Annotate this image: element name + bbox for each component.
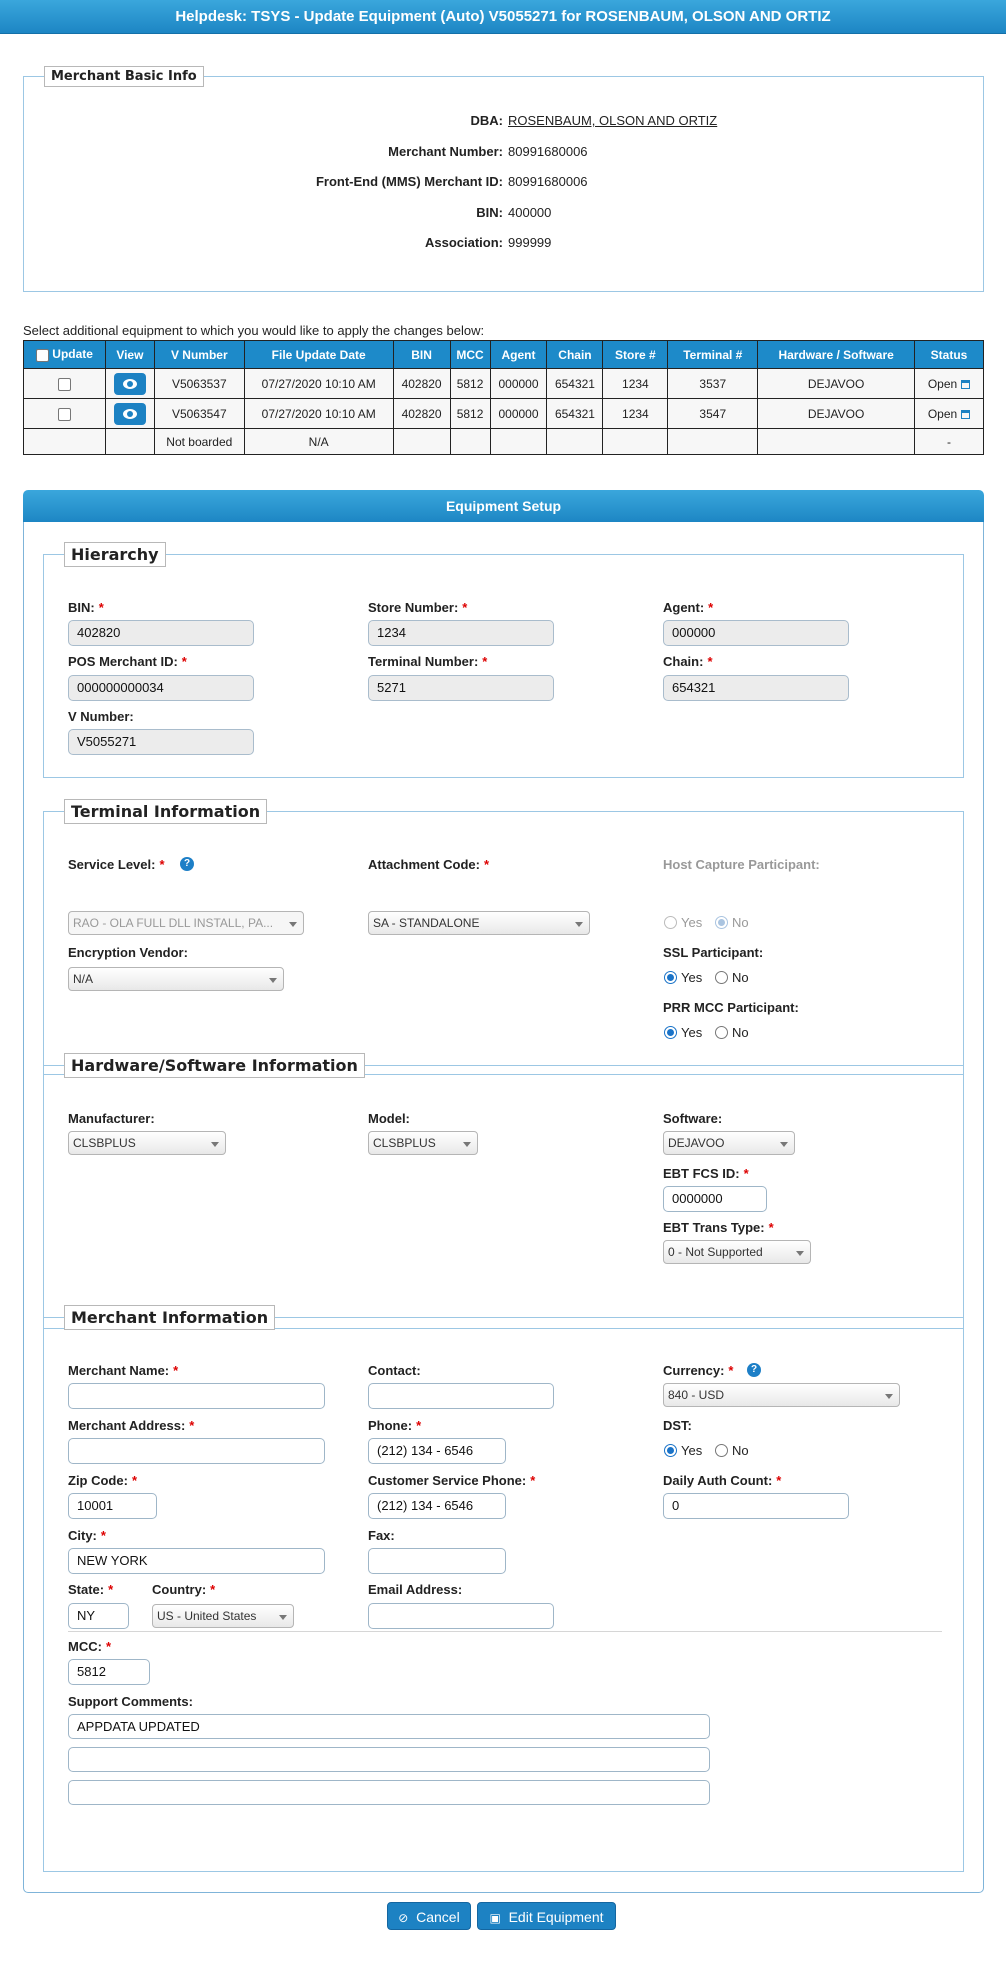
view-header: View	[105, 341, 154, 369]
status-header: Status	[915, 341, 984, 369]
ssl-no-label: No	[732, 970, 749, 985]
page-title: Helpdesk: TSYS - Update Equipment (Auto) V5055271 for ROSENBAUM, OLSON AND ORTIZ	[0, 0, 1006, 34]
merchant-number-value: 80991680006	[508, 144, 588, 159]
dst-no-radio[interactable]	[715, 1444, 728, 1457]
table-row	[24, 369, 984, 399]
mcc-field[interactable]: 5812	[68, 1659, 150, 1685]
bin-field-label: BIN: *	[68, 600, 104, 615]
v-number-cell: V5063537	[154, 369, 244, 399]
equipment-instruction: Select additional equipment to which you would like to apply the changes below:	[23, 323, 485, 338]
v-number-field[interactable]: V5055271	[68, 729, 254, 755]
manufacturer-label: Manufacturer:	[68, 1111, 155, 1126]
dst-no-label: No	[732, 1443, 749, 1458]
merchant-name-field[interactable]	[68, 1383, 325, 1409]
chain-cell: 654321	[547, 369, 603, 399]
merchant-name-label: Merchant Name: *	[68, 1363, 179, 1378]
bin-info-value: 400000	[508, 205, 552, 220]
terminal-number-label: Terminal Number: *	[368, 654, 488, 669]
merchant-address-field[interactable]	[68, 1438, 325, 1464]
v-number-cell: Not boarded	[154, 429, 244, 455]
equipment-table	[23, 340, 984, 455]
cancel-button[interactable]: ⊘ Cancel	[387, 1902, 471, 1930]
state-label: State: *	[68, 1582, 114, 1597]
model-label: Model:	[368, 1111, 410, 1126]
email-address-label: Email Address:	[368, 1582, 463, 1597]
dst-yes-radio[interactable]	[664, 1444, 677, 1457]
date-cell: 07/27/2020 10:10 AM	[244, 369, 393, 399]
bin-cell: 402820	[393, 399, 450, 429]
help-icon[interactable]: ?	[180, 857, 194, 871]
ssl-yes-label: Yes	[681, 970, 703, 985]
host-capture-label: Host Capture Participant:	[663, 857, 820, 872]
software-select[interactable]: DEJAVOO	[663, 1131, 795, 1155]
view-button[interactable]	[114, 373, 146, 395]
row-update-checkbox[interactable]	[58, 408, 71, 421]
currency-label: Currency: *	[663, 1363, 734, 1378]
chevron-down-icon	[780, 1142, 788, 1147]
date-cell: N/A	[244, 429, 393, 455]
chain-cell: 654321	[547, 399, 603, 429]
store-number-field[interactable]: 1234	[368, 620, 554, 646]
agent-header: Agent	[490, 341, 547, 369]
bin-field[interactable]: 402820	[68, 620, 254, 646]
help-icon[interactable]: ?	[747, 1363, 761, 1377]
prr-mcc-yes-radio[interactable]	[664, 1026, 677, 1039]
support-comment-line-1[interactable]: APPDATA UPDATED	[68, 1714, 710, 1739]
status-cell: -	[915, 429, 984, 455]
chevron-down-icon	[575, 922, 583, 927]
association-label: Association:	[424, 235, 503, 250]
merchant-info-legend: Merchant Information	[64, 1305, 275, 1330]
chevron-down-icon	[279, 1615, 287, 1620]
mcc-label: MCC: *	[68, 1639, 111, 1654]
currency-select[interactable]: 840 - USD	[663, 1383, 900, 1407]
status-text: Open	[927, 406, 958, 421]
prr-mcc-label: PRR MCC Participant:	[663, 1000, 799, 1015]
merchant-address-label: Merchant Address: *	[68, 1418, 195, 1433]
terminal-info-legend: Terminal Information	[64, 799, 267, 824]
bin-info-label: BIN:	[476, 205, 503, 220]
frontend-mid-value: 80991680006	[508, 174, 588, 189]
customer-service-phone-label: Customer Service Phone: *	[368, 1473, 536, 1488]
dba-value[interactable]: ROSENBAUM, OLSON AND ORTIZ	[508, 113, 718, 128]
view-button[interactable]	[114, 403, 146, 425]
date-cell: 07/27/2020 10:10 AM	[244, 399, 393, 429]
mcc-cell: 5812	[450, 399, 490, 429]
dst-label: DST:	[663, 1418, 692, 1433]
row-update-checkbox[interactable]	[58, 378, 71, 391]
hardware-software-header: Hardware / Software	[758, 341, 915, 369]
calendar-icon[interactable]	[961, 410, 970, 419]
chevron-down-icon	[885, 1394, 893, 1399]
merchant-basic-info-panel	[23, 66, 984, 292]
hardware-software-legend: Hardware/Software Information	[64, 1053, 365, 1078]
file-update-date-header: File Update Date	[244, 341, 393, 369]
bin-cell: 402820	[393, 369, 450, 399]
manufacturer-select[interactable]: CLSBPLUS	[68, 1131, 226, 1155]
terminal-info-panel	[43, 799, 964, 1075]
chevron-down-icon	[269, 978, 277, 983]
daily-auth-count-field[interactable]: 0	[663, 1493, 849, 1519]
support-comments-label: Support Comments:	[68, 1694, 193, 1709]
calendar-icon[interactable]	[961, 380, 970, 389]
dba-label: DBA:	[470, 113, 503, 128]
city-field[interactable]: NEW YORK	[68, 1548, 325, 1574]
status-text: Open	[927, 376, 958, 391]
pos-merchant-id-label: POS Merchant ID: *	[68, 654, 187, 669]
country-label: Country: *	[152, 1582, 216, 1597]
chain-field[interactable]: 654321	[663, 675, 849, 701]
phone-field[interactable]: (212) 134 - 6546	[368, 1438, 506, 1464]
contact-label: Contact:	[368, 1363, 421, 1378]
merchant-number-label: Merchant Number:	[388, 144, 503, 159]
mcc-cell: 5812	[450, 369, 490, 399]
fax-field[interactable]	[368, 1548, 506, 1574]
save-icon: ▣	[489, 1911, 501, 1925]
support-comment-line-2[interactable]	[68, 1747, 710, 1772]
bin-header: BIN	[393, 341, 450, 369]
dst-yes-label: Yes	[681, 1443, 703, 1458]
prr-mcc-no-radio[interactable]	[715, 1026, 728, 1039]
host-capture-no-radio	[715, 916, 728, 929]
association-value: 999999	[508, 235, 552, 250]
status-cell	[915, 399, 984, 429]
fax-label: Fax:	[368, 1528, 395, 1543]
store-number-label: Store Number: *	[368, 600, 468, 615]
store-cell: 1234	[603, 369, 668, 399]
chevron-down-icon	[289, 922, 297, 927]
chain-header: Chain	[547, 341, 603, 369]
terminal-number-field[interactable]: 5271	[368, 675, 554, 701]
zip-code-label: Zip Code: *	[68, 1473, 137, 1488]
model-select[interactable]: CLSBPLUS	[368, 1131, 478, 1155]
chevron-down-icon	[211, 1142, 219, 1147]
update-header[interactable]: Update	[24, 341, 106, 369]
daily-auth-count-label: Daily Auth Count: *	[663, 1473, 782, 1488]
mcc-header: MCC	[450, 341, 490, 369]
store-header: Store #	[603, 341, 668, 369]
encryption-vendor-select[interactable]: N/A	[68, 967, 284, 991]
merchant-basic-info-legend: Merchant Basic Info	[44, 66, 204, 87]
ssl-yes-radio[interactable]	[664, 971, 677, 984]
email-address-field[interactable]	[368, 1603, 554, 1629]
host-capture-yes-label: Yes	[681, 915, 703, 930]
ebt-trans-type-select[interactable]: 0 - Not Supported	[663, 1240, 811, 1264]
contact-field[interactable]	[368, 1383, 554, 1409]
table-row	[24, 399, 984, 429]
ebt-trans-type-label: EBT Trans Type: *	[663, 1220, 774, 1235]
city-label: City: *	[68, 1528, 106, 1543]
agent-cell: 000000	[490, 369, 547, 399]
prr-mcc-yes-label: Yes	[681, 1025, 703, 1040]
edit-equipment-button[interactable]: ▣ Edit Equipment	[477, 1902, 616, 1930]
agent-label: Agent: *	[663, 600, 714, 615]
agent-cell: 000000	[490, 399, 547, 429]
hardware-cell: DEJAVOO	[758, 399, 915, 429]
chevron-down-icon	[796, 1251, 804, 1256]
frontend-mid-label: Front-End (MMS) Merchant ID:	[315, 174, 503, 189]
eye-icon	[123, 409, 137, 419]
encryption-vendor-label: Encryption Vendor:	[68, 945, 188, 960]
state-field[interactable]: NY	[68, 1603, 129, 1629]
ebt-fcs-id-field[interactable]: 0000000	[663, 1186, 767, 1212]
chevron-down-icon	[463, 1142, 471, 1147]
table-row	[24, 429, 984, 455]
status-cell	[915, 369, 984, 399]
v-number-header: V Number	[154, 341, 244, 369]
v-number-label: V Number:	[68, 709, 134, 724]
phone-label: Phone: *	[368, 1418, 422, 1433]
hardware-software-panel	[43, 1053, 964, 1329]
ssl-no-radio[interactable]	[715, 971, 728, 984]
divider	[68, 1631, 942, 1632]
terminal-cell: 3547	[668, 399, 758, 429]
v-number-cell: V5063547	[154, 399, 244, 429]
prr-mcc-no-label: No	[732, 1025, 749, 1040]
software-label: Software:	[663, 1111, 723, 1126]
terminal-cell: 3537	[668, 369, 758, 399]
ssl-label: SSL Participant:	[663, 945, 764, 960]
equipment-setup-header: Equipment Setup	[23, 490, 984, 522]
attachment-code-select[interactable]: SA - STANDALONE	[368, 911, 590, 935]
service-level-label: Service Level: *	[68, 857, 165, 872]
store-cell: 1234	[603, 399, 668, 429]
host-capture-yes-radio	[664, 916, 677, 929]
terminal-header: Terminal #	[668, 341, 758, 369]
select-all-checkbox[interactable]	[36, 349, 49, 362]
ebt-fcs-id-label: EBT FCS ID: *	[663, 1166, 749, 1181]
agent-field[interactable]: 000000	[663, 620, 849, 646]
hardware-cell: DEJAVOO	[758, 369, 915, 399]
country-select[interactable]: US - United States	[152, 1604, 294, 1628]
host-capture-no-label: No	[732, 915, 749, 930]
support-comment-line-3[interactable]	[68, 1780, 710, 1805]
eye-icon	[123, 379, 137, 389]
service-level-select[interactable]: RAO - OLA FULL DLL INSTALL, PA...	[68, 911, 304, 935]
attachment-code-label: Attachment Code: *	[368, 857, 490, 872]
cancel-icon: ⊘	[398, 1911, 409, 1925]
main-content	[0, 34, 1006, 1986]
pos-merchant-id-field[interactable]: 000000000034	[68, 675, 254, 701]
chain-label: Chain: *	[663, 654, 713, 669]
customer-service-phone-field[interactable]: (212) 134 - 6546	[368, 1493, 506, 1519]
hierarchy-legend: Hierarchy	[64, 542, 166, 567]
zip-code-field[interactable]: 10001	[68, 1493, 157, 1519]
